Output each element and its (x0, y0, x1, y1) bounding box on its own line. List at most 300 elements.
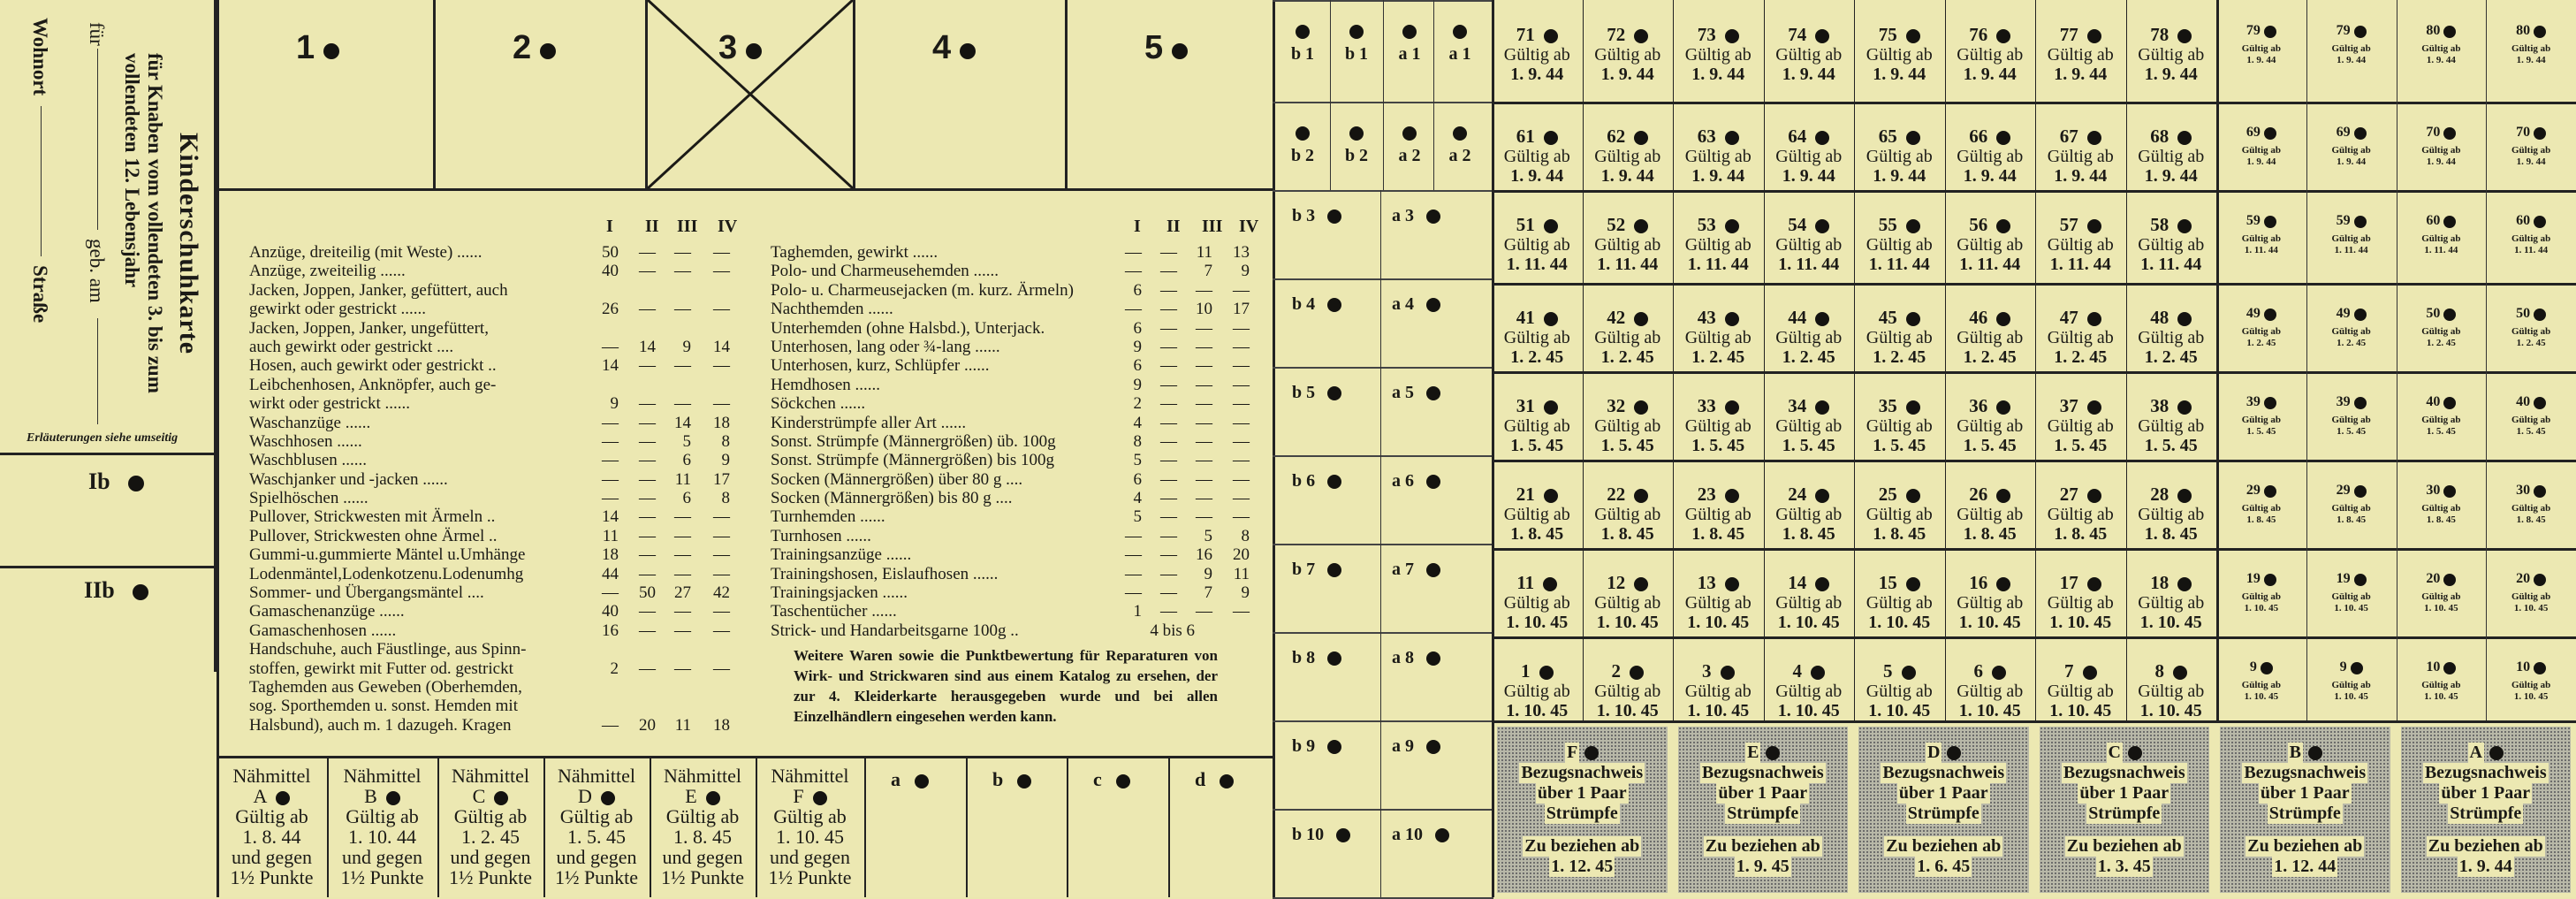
small-coupon-50[interactable] (2397, 308, 2487, 349)
top-coupon-1[interactable] (296, 29, 339, 67)
small-coupon-69[interactable] (2216, 126, 2306, 168)
small-coupon-label: c (1093, 768, 1102, 790)
coupon-title (543, 766, 650, 786)
coupon-number-line (2216, 661, 2306, 674)
stocking-coupon-a[interactable] (2401, 727, 2572, 893)
coupon-date: 1. 10. 45 (2049, 613, 2112, 632)
coupon-64[interactable] (1764, 126, 1855, 186)
coupon-31[interactable] (1492, 396, 1583, 455)
side-coupon-b1[interactable] (1330, 19, 1383, 65)
small-coupon-29[interactable] (2216, 484, 2306, 526)
coupon-divider (650, 756, 651, 897)
coupon-valid-label: Gültig ab (1775, 682, 1843, 701)
small-coupon-39[interactable] (2306, 396, 2397, 438)
row-item-name: Strick- und Handarbeitsgarne 100g .. (771, 621, 1019, 640)
coupon-number-line (1764, 308, 1855, 328)
coupon-text (2040, 804, 2210, 824)
coupon-52[interactable] (1583, 215, 1674, 274)
coupon-number: 77 (2059, 24, 2078, 45)
row-item-name: Handschuhe, auch Fäustlinge, aus Spinn- (249, 640, 527, 659)
punch-dot (2264, 309, 2276, 321)
punch-dot (1584, 746, 1599, 760)
small-coupon-39[interactable] (2216, 396, 2306, 438)
coupon-iib[interactable] (84, 577, 148, 604)
punch-dot (813, 791, 827, 805)
catalog-note: Weitere Waren sowie die Punktbewertung für Reparaturen von Wirk- und Strickwaren sind aus einem Katalog zu ersehen, der zur 4. Kleiderkarte herausgegeben wurde und bei allen Einzelhändlern eingesehen werden kann. (794, 647, 1218, 725)
coupon-points (650, 867, 756, 888)
points-value: — (1160, 280, 1177, 300)
small-coupon-30[interactable] (2486, 484, 2576, 526)
small-coupon-29[interactable] (2306, 484, 2397, 526)
coupon-23[interactable] (1673, 484, 1764, 544)
coupon-76[interactable] (1945, 25, 2036, 84)
stocking-coupon-b[interactable] (2220, 727, 2390, 893)
coupon-date: 1. 8. 45 (2516, 514, 2546, 526)
coupon-number-line (2306, 25, 2397, 38)
side-coupon-label: b 8 (1292, 648, 1316, 667)
side-coupon-b5[interactable] (1292, 383, 1389, 402)
points-value: 8 (1241, 526, 1250, 545)
punch-dot (1544, 489, 1558, 503)
coupon-number: 30 (2516, 483, 2531, 498)
coupon-8[interactable] (2126, 661, 2217, 720)
coupon-text-span: Zu beziehen ab (2066, 836, 2182, 856)
coupon-letter-text: E (685, 785, 697, 807)
coupon-44[interactable] (1764, 308, 1855, 367)
sewing-coupon-d[interactable] (543, 766, 650, 897)
coupon-valid-label: Gültig ab (1503, 235, 1570, 255)
grid-col-line (2216, 0, 2219, 720)
points-value: — (1160, 394, 1177, 414)
points-value: — (1125, 564, 1142, 583)
points-value: — (602, 451, 619, 470)
small-coupon-59[interactable] (2306, 215, 2397, 256)
points-value: — (639, 243, 656, 262)
spacer (2040, 824, 2210, 836)
small-coupon-9[interactable] (2216, 661, 2306, 703)
coupon-34[interactable] (1764, 396, 1855, 455)
punch-dot (1544, 29, 1558, 43)
coupon-number: 68 (2150, 126, 2169, 147)
stocking-coupon-e[interactable] (1678, 727, 1849, 893)
side-coupon-b1[interactable] (1276, 19, 1329, 65)
coupon-number-line (1492, 484, 1583, 505)
coupon-41[interactable] (1492, 308, 1583, 367)
punch-dot (1634, 489, 1648, 503)
coupon-number: 79 (2336, 23, 2351, 38)
coupon-47[interactable] (2035, 308, 2126, 367)
small-coupon-70[interactable] (2486, 126, 2576, 168)
coupon-3[interactable] (1673, 661, 1764, 720)
coupon-22[interactable] (1583, 484, 1674, 544)
table-row (771, 356, 1265, 375)
points-value: — (1196, 413, 1212, 432)
coupon-text (2040, 857, 2210, 877)
coupon-71[interactable] (1492, 25, 1583, 84)
top-coupon-3[interactable] (648, 0, 853, 188)
coupon-text (2401, 763, 2572, 783)
side-coupon-b10[interactable] (1292, 825, 1389, 844)
row-item-name: Polo- und Charmeusehemden ...... (771, 262, 999, 281)
coupon-valid-label: Gültig ab (1503, 147, 1570, 166)
coupon-number: 32 (1607, 395, 1626, 416)
coupon-25[interactable] (1854, 484, 1945, 544)
coupon-43[interactable] (1673, 308, 1764, 367)
side-coupon-a5[interactable] (1392, 383, 1489, 402)
small-coupon-a[interactable] (891, 769, 966, 789)
side-coupon-a4[interactable] (1392, 294, 1489, 314)
coupon-26[interactable] (1945, 484, 2036, 544)
top-coupon-2[interactable] (513, 29, 556, 67)
coupon-48[interactable] (2126, 308, 2217, 367)
sewing-coupon-e[interactable] (650, 766, 756, 897)
coupon-text-span: Strümpfe (2450, 804, 2522, 823)
table-row (771, 338, 1265, 356)
coupon-55[interactable] (1854, 215, 1945, 274)
coupon-letter-text: A (253, 785, 268, 807)
coupon-73[interactable] (1673, 25, 1764, 84)
sewing-coupon-c[interactable] (437, 766, 543, 897)
coupon-title-text: Nähmittel (771, 765, 849, 787)
coupon-number: 50 (2426, 306, 2441, 321)
grid-col-line (1854, 0, 1855, 720)
points-value: — (674, 356, 691, 376)
coupon-15[interactable] (1854, 573, 1945, 632)
small-coupon-80[interactable] (2397, 25, 2487, 66)
coupon-valid-label-text: Gültig ab (559, 805, 634, 827)
punch-dot (386, 791, 400, 805)
points-value: — (674, 545, 691, 565)
coupon-58[interactable] (2126, 215, 2217, 274)
small-coupon-79[interactable] (2306, 25, 2397, 66)
coupon-date: 1. 10. 45 (2424, 603, 2458, 614)
side-row-divider (1273, 190, 1493, 192)
row-item-name: Anzüge, zweiteilig ...... (249, 262, 406, 281)
coupon-number-line (2126, 25, 2217, 45)
row-item-name: Waschblusen ...... (249, 451, 368, 470)
punch-dot (2177, 489, 2192, 503)
coupon-16[interactable] (1945, 573, 2036, 632)
coupon-number-line (1492, 661, 1583, 682)
points-value: — (639, 413, 656, 432)
coupon-number-line (1764, 126, 1855, 147)
coupon-valid-label: Gültig ab (2138, 416, 2205, 436)
coupon-75[interactable] (1854, 25, 1945, 84)
coupon-letter: F (1567, 743, 1578, 762)
punch-dot (494, 791, 508, 805)
coupon-letter-line (2401, 743, 2572, 763)
coupon-21[interactable] (1492, 484, 1583, 544)
points-value: 5 (682, 431, 691, 451)
coupon-78[interactable] (2126, 25, 2217, 84)
coupon-36[interactable] (1945, 396, 2036, 455)
coupon-number: 5 (1883, 660, 1893, 682)
coupon-date: 1. 8. 45 (2054, 524, 2108, 544)
punch-dot (2534, 127, 2546, 140)
side-coupon-b3[interactable] (1292, 206, 1389, 225)
coupon-27[interactable] (2035, 484, 2126, 544)
small-coupon-10[interactable] (2486, 661, 2576, 703)
coupon-valid-label: Gültig ab (1866, 147, 1933, 166)
small-coupon-40[interactable] (2397, 396, 2487, 438)
coupon-date: 1. 8. 45 (1510, 524, 1564, 544)
coupon-number-line (2216, 25, 2306, 38)
coupon-72[interactable] (1583, 25, 1674, 84)
punch-dot (2308, 746, 2322, 760)
coupon-valid-label: Gültig ab (2511, 503, 2551, 514)
side-coupon-a3[interactable] (1392, 206, 1489, 225)
coupon-number-line (1945, 396, 2036, 416)
coupon-32[interactable] (1583, 396, 1674, 455)
side-coupon-a7[interactable] (1392, 560, 1489, 579)
coupon-35[interactable] (1854, 396, 1945, 455)
coupon-62[interactable] (1583, 126, 1674, 186)
coupon-date: 1. 9. 44 (2458, 857, 2512, 876)
sewing-coupon-f[interactable] (756, 766, 864, 897)
side-col-divider (1380, 544, 1381, 632)
coupon-61[interactable] (1492, 126, 1583, 186)
punch-dot (1811, 666, 1825, 680)
points-value: — (713, 507, 730, 527)
coupon-number: 69 (2336, 125, 2351, 140)
small-coupon-70[interactable] (2397, 126, 2487, 168)
side-coupon-b2[interactable] (1276, 121, 1329, 167)
coupon-56[interactable] (1945, 215, 2036, 274)
coupon-2[interactable] (1583, 661, 1674, 720)
row-item-name: Waschhosen ...... (249, 431, 362, 451)
grid-row-line (1492, 636, 2576, 639)
coupon-number: 10 (2516, 659, 2531, 674)
coupon-13[interactable] (1673, 573, 1764, 632)
punch-dot (1906, 312, 1920, 326)
punch-dot (1906, 577, 1920, 591)
top-coupon-4[interactable] (932, 29, 976, 67)
stocking-coupon-c[interactable] (2040, 727, 2210, 893)
coupon-date: 1. 5. 45 (2144, 436, 2198, 455)
grid-col-line (2035, 0, 2036, 720)
coupon-date-text: 1. 8. 45 (673, 826, 732, 848)
coupon-ib[interactable] (88, 469, 144, 495)
side-coupon-a1[interactable] (1383, 19, 1436, 65)
points-value: — (713, 659, 730, 678)
coupon-77[interactable] (2035, 25, 2126, 84)
coupon-date: 1. 10. 45 (1596, 701, 1659, 720)
coupon-6[interactable] (1945, 661, 2036, 720)
coupon-text (1497, 763, 1668, 783)
coupon-24[interactable] (1764, 484, 1855, 544)
coupon-number: 20 (2426, 571, 2441, 586)
coupon-valid-label: Gültig ab (1866, 416, 1933, 436)
table-row (249, 489, 744, 507)
punch-dot (1426, 298, 1440, 312)
stocking-coupon-d[interactable] (1858, 727, 2029, 893)
punch-dot (1634, 29, 1648, 43)
coupon-46[interactable] (1945, 308, 2036, 367)
small-coupon-69[interactable] (2306, 126, 2397, 168)
small-coupon-19[interactable] (2216, 573, 2306, 614)
coupon-text (1678, 783, 1849, 804)
points-value: — (602, 337, 619, 356)
side-coupon-b6[interactable] (1292, 471, 1389, 491)
coupon-18[interactable] (2126, 573, 2217, 632)
punch-dot (276, 791, 290, 805)
coupon-42[interactable] (1583, 308, 1674, 367)
small-coupon-60[interactable] (2486, 215, 2576, 256)
row-item-name: Taghemden aus Geweben (Oberhemden, (249, 677, 522, 697)
side-coupon-b9[interactable] (1292, 736, 1389, 756)
coupon-points-text: 1½ Punkte (448, 866, 533, 888)
coupon-7[interactable] (2035, 661, 2126, 720)
coupon-number: 29 (2336, 483, 2351, 498)
coupon-valid-label: Gültig ab (2241, 233, 2282, 245)
side-coupon-a6[interactable] (1392, 471, 1489, 491)
small-coupon-60[interactable] (2397, 215, 2487, 256)
side-coupon-a10[interactable] (1392, 825, 1489, 844)
sewing-coupon-b[interactable] (327, 766, 437, 897)
side-coupon-a8[interactable] (1392, 648, 1489, 667)
top-coupon-5[interactable] (1144, 29, 1188, 67)
side-coupon-b8[interactable] (1292, 648, 1389, 667)
coupon-valid-label: Gültig ab (2511, 145, 2551, 156)
punch-dot (2354, 485, 2367, 498)
coupon-valid-label: Gültig ab (2138, 505, 2205, 524)
coupon-12[interactable] (1583, 573, 1674, 632)
table-row (771, 489, 1265, 507)
coupon-5[interactable] (1854, 661, 1945, 720)
coupon-points (543, 867, 650, 888)
coupon-date: 1. 9. 44 (2144, 65, 2198, 84)
punch-dot (1435, 828, 1449, 842)
side-coupon-a2[interactable] (1433, 121, 1486, 167)
points-value: 2 (610, 659, 619, 678)
table-row (771, 394, 1265, 413)
small-coupon-80[interactable] (2486, 25, 2576, 66)
side-coupon-label: b 1 (1290, 44, 1315, 64)
coupon-53[interactable] (1673, 215, 1764, 274)
coupon-54[interactable] (1764, 215, 1855, 274)
table-row (249, 527, 744, 545)
punch-dot (1426, 386, 1440, 400)
small-coupon-10[interactable] (2397, 661, 2487, 703)
punch-dot (1815, 400, 1829, 415)
coupon-38[interactable] (2126, 396, 2217, 455)
coupon-number-line (1583, 25, 1674, 45)
coupon-valid-label: Gültig ab (1594, 505, 1661, 524)
coupon-68[interactable] (2126, 126, 2217, 186)
sewing-coupon-a[interactable] (217, 766, 327, 897)
coupon-date: 1. 8. 45 (1691, 524, 1745, 544)
side-coupon-a1[interactable] (1433, 19, 1486, 65)
coupon-text (1858, 857, 2029, 877)
punch-dot (2351, 662, 2363, 674)
side-coupon-b4[interactable] (1292, 294, 1389, 314)
coupon-number-line (1854, 484, 1945, 505)
points-value: 2 (1133, 394, 1142, 414)
coupon-number-line (2397, 308, 2487, 321)
coupon-valid-label-text: Gültig ab (235, 805, 308, 827)
coupon-66[interactable] (1945, 126, 2036, 186)
punch-dot (1172, 43, 1188, 59)
points-value: 42 (713, 583, 730, 603)
small-coupon-9[interactable] (2306, 661, 2397, 703)
coupon-74[interactable] (1764, 25, 1855, 84)
coupon-text-span: Bezugsnachweis (2063, 763, 2185, 782)
coupon-1[interactable] (1492, 661, 1583, 720)
small-coupon-59[interactable] (2216, 215, 2306, 256)
coupon-number: 13 (1697, 572, 1716, 593)
small-coupon-b[interactable] (992, 769, 1067, 789)
side-coupon-b2[interactable] (1330, 121, 1383, 167)
coupon-17[interactable] (2035, 573, 2126, 632)
coupon-date: 1. 11. 44 (1868, 255, 1930, 274)
coupon-28[interactable] (2126, 484, 2217, 544)
coupon-number: 16 (1969, 572, 1988, 593)
coupon-text (1497, 804, 1668, 824)
coupon-63[interactable] (1673, 126, 1764, 186)
coupon-51[interactable] (1492, 215, 1583, 274)
explanation-note: Erläuterungen siehe umseitig (27, 431, 179, 445)
coupon-33[interactable] (1673, 396, 1764, 455)
coupon-text (2040, 836, 2210, 857)
small-coupon-79[interactable] (2216, 25, 2306, 66)
side-coupon-label: b 4 (1292, 294, 1316, 314)
small-coupon-20[interactable] (2397, 573, 2487, 614)
small-coupon-d[interactable] (1195, 769, 1273, 789)
col-header-ii: II (645, 217, 659, 236)
coupon-date-text: 1. 2. 45 (461, 826, 520, 848)
punch-dot (1220, 774, 1234, 789)
coupon-valid-label-text: Gültig ab (665, 805, 740, 827)
grid-col-line (1673, 0, 1674, 720)
small-coupon-50[interactable] (2486, 308, 2576, 349)
side-coupon-b7[interactable] (1292, 560, 1389, 579)
coupon-date: 1. 11. 44 (2334, 245, 2368, 256)
coupon-65[interactable] (1854, 126, 1945, 186)
small-coupon-49[interactable] (2216, 308, 2306, 349)
coupon-number-line (2486, 308, 2576, 321)
small-coupon-20[interactable] (2486, 573, 2576, 614)
small-coupon-19[interactable] (2306, 573, 2397, 614)
coupon-number-line (2126, 573, 2217, 593)
coupon-number: 60 (2426, 213, 2441, 228)
side-coupon-a9[interactable] (1392, 736, 1489, 756)
points-value: — (1160, 243, 1177, 262)
small-coupon-c[interactable] (1093, 769, 1168, 789)
coupon-date: 1. 2. 45 (2054, 347, 2108, 367)
coupon-11[interactable] (1492, 573, 1583, 632)
col-header-iv: IV (1239, 217, 1259, 236)
coupon-number-line (1492, 396, 1583, 416)
small-coupon-30[interactable] (2397, 484, 2487, 526)
coupon-text-span: Zu beziehen ab (1886, 836, 2002, 856)
coupon-45[interactable] (1854, 308, 1945, 367)
stocking-coupon-f[interactable] (1497, 727, 1668, 893)
coupon-67[interactable] (2035, 126, 2126, 186)
small-coupon-49[interactable] (2306, 308, 2397, 349)
coupon-37[interactable] (2035, 396, 2126, 455)
side-coupon-label: a 5 (1392, 383, 1414, 402)
coupon-4[interactable] (1764, 661, 1855, 720)
coupon-title (650, 766, 756, 786)
small-coupon-40[interactable] (2486, 396, 2576, 438)
row-item-name: auch gewirkt oder gestrickt .... (249, 337, 454, 356)
points-value: 18 (602, 545, 619, 565)
coupon-14[interactable] (1764, 573, 1855, 632)
coupon-date: 1. 11. 44 (2049, 255, 2111, 274)
coupon-57[interactable] (2035, 215, 2126, 274)
grid-col-line (1764, 0, 1765, 720)
side-coupon-a2[interactable] (1383, 121, 1436, 167)
